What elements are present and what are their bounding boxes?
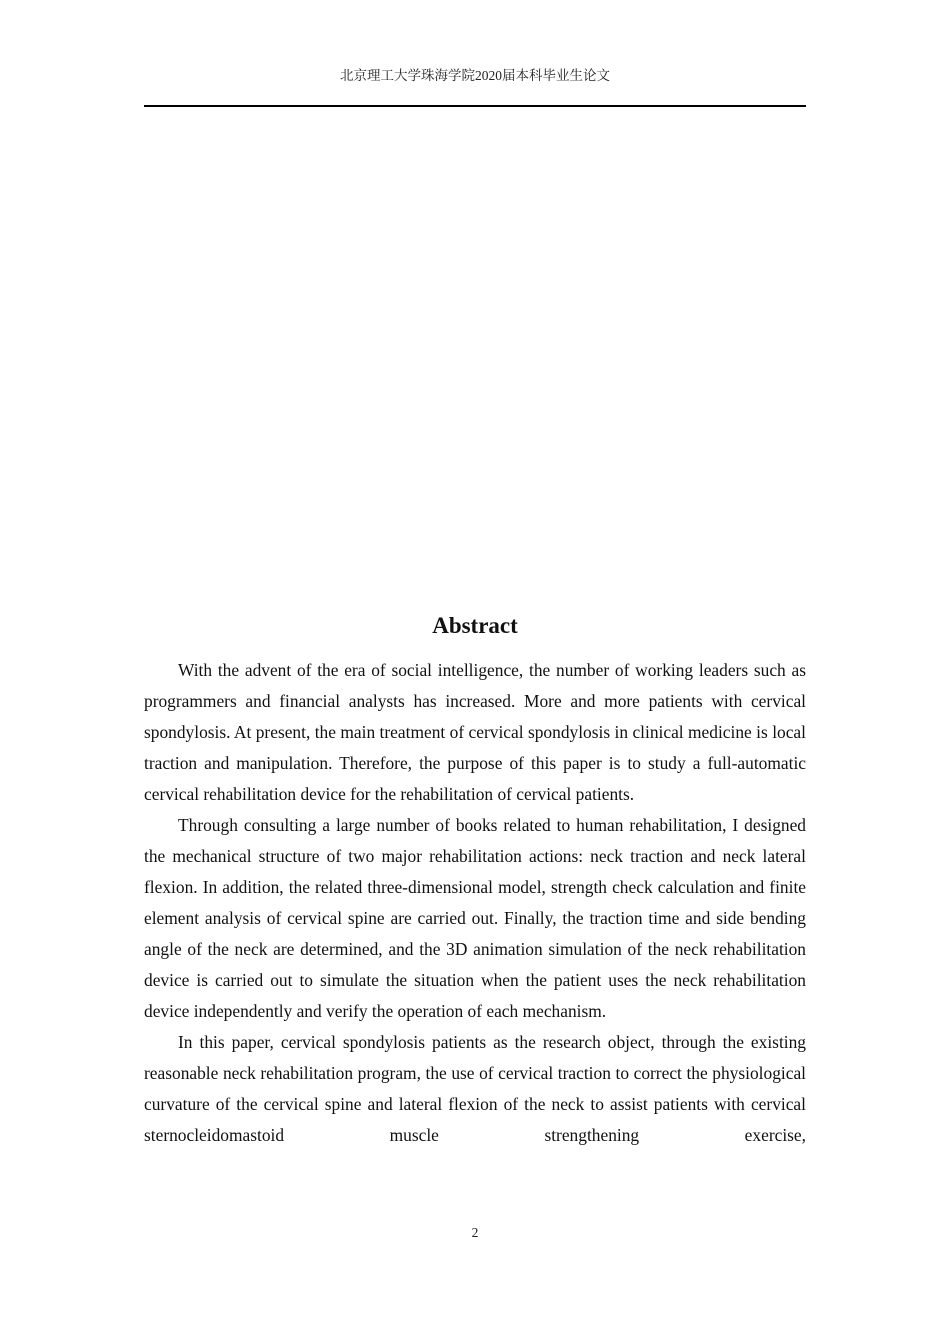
abstract-paragraph-3: In this paper, cervical spondylosis patients as the research object, through the existing reasonable neck rehabilitation program, the use of cervical traction to correct the physiological curvature of the cervical spine and lateral flexion of the neck to assist patients with cervical sternocleidomastoid muscle strengthening exercise, [144, 1032, 806, 1145]
running-header: 北京理工大学珠海学院2020届本科毕业生论文 [340, 68, 610, 83]
abstract-paragraph-1: With the advent of the era of social intelligence, the number of working leaders such as programmers and financial analysts has increased. More and more patients with cervical spondylosis. At present, the main treatment of cervical spondylosis in clinical medicine is local traction and manipulation. Therefore, the purpose of this paper is to study a full-automatic cervical rehabilitation device for the rehabilitation of cervical patients. [144, 660, 806, 804]
header-rule [144, 105, 806, 107]
abstract-paragraph-2: Through consulting a large number of books related to human rehabilitation, I designed the mechanical structure of two major rehabilitation actions: neck traction and neck lateral flexion. In addition, the related three-dimensional model, strength check calculation and finite element analysis of cervical spine are carried out. Finally, the traction time and side bending angle of the neck are determined, and the 3D animation simulation of the neck rehabilitation device is carried out to simulate the situation when the patient uses the neck rehabilitation device independently and verify the operation of each mechanism. [144, 815, 806, 1021]
abstract-body [144, 655, 806, 1151]
page-number: 2 [471, 1225, 479, 1240]
abstract-title: Abstract [432, 613, 518, 638]
